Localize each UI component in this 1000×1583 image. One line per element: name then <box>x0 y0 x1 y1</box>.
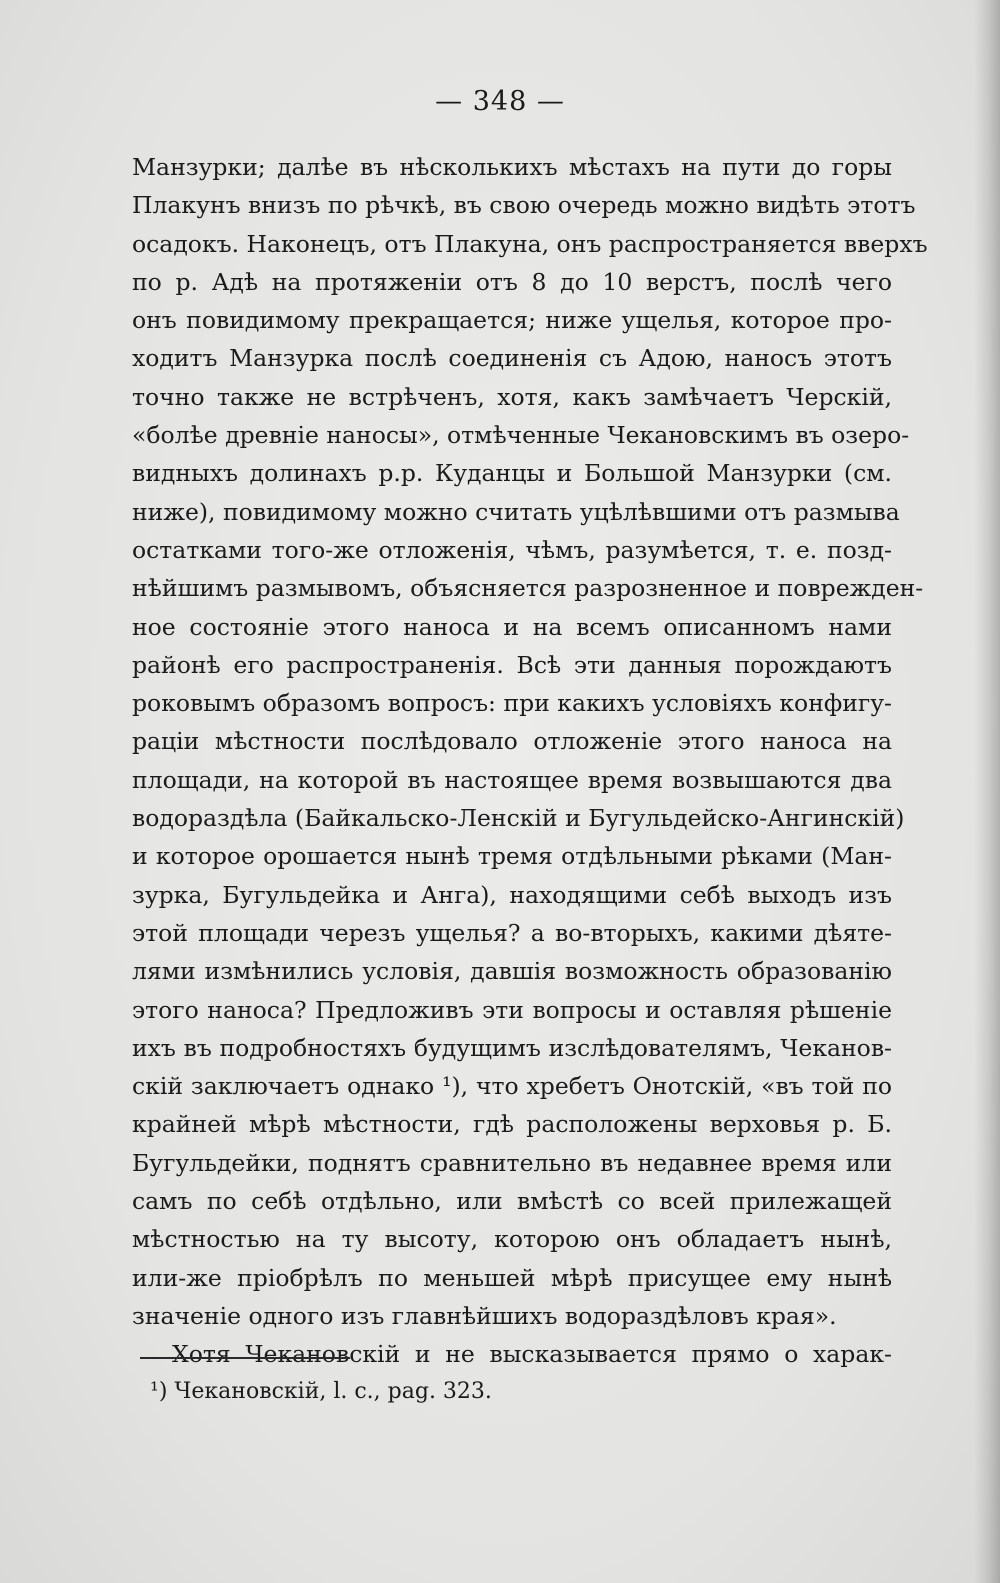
text-line: по р. Адѣ на протяженіи отъ 8 до 10 верстъ, послѣ чего <box>132 267 892 296</box>
text-line: нѣйшимъ размывомъ, объясняется разрозненное и поврежден- <box>132 574 924 603</box>
text-line: роковымъ образомъ вопросъ: при какихъ условіяхъ конфигу- <box>132 689 892 718</box>
page-edge-shadow <box>974 0 1000 1583</box>
text-line: этой площади черезъ ущелья? а во-вторыхъ, какими дѣяте- <box>132 918 892 947</box>
text-line: «болѣе древніе наносы», отмѣченные Чекановскимъ въ озеро- <box>132 421 910 450</box>
text-line: этого наноса? Предложивъ эти вопросы и оставляя рѣшеніе <box>132 995 892 1024</box>
text-line: Бугульдейки, поднятъ сравнительно въ недавнее время или <box>132 1148 892 1177</box>
text-line: ное состояніе этого наноса и на всемъ описанномъ нами <box>132 612 892 641</box>
text-line: онъ повидимому прекращается; ниже ущелья, которое про- <box>132 306 892 335</box>
text-line: ихъ въ подробностяхъ будущимъ изслѣдователямъ, Чеканов- <box>132 1033 892 1062</box>
text-line: раціи мѣстности послѣдовало отложеніе этого наноса на <box>132 727 892 756</box>
footnote-divider <box>140 1357 350 1359</box>
text-line: водораздѣла (Байкальско-Ленскій и Бугульдейско-Ангинскій) <box>132 804 905 833</box>
footnote: ¹) Чекановскій, l. c., pag. 323. <box>150 1379 492 1404</box>
text-line: осадокъ. Наконецъ, отъ Плакуна, онъ распространяется вверхъ <box>132 229 928 258</box>
text-line: точно также не встрѣченъ, хотя, какъ замѣчаетъ Черскій, <box>132 382 892 411</box>
text-line: площади, на которой въ настоящее время возвышаются два <box>132 765 892 794</box>
text-line: лями измѣнились условія, давшія возможность образованію <box>132 957 892 986</box>
text-line: Хотя Чекановскій и не высказывается прямо о харак- <box>172 1340 892 1369</box>
text-line: Манзурки; далѣе въ нѣсколькихъ мѣстахъ на пути до горы <box>132 153 892 181</box>
text-line: значеніе одного изъ главнѣйшихъ водораздѣловъ края». <box>132 1301 837 1330</box>
text-line: или-же пріобрѣлъ по меньшей мѣрѣ присущее ему нынѣ <box>132 1263 892 1292</box>
text-line: видныхъ долинахъ р.р. Куданцы и Большой Манзурки (см. <box>132 459 892 488</box>
text-line: остатками того-же отложенія, чѣмъ, разумѣется, т. е. позд- <box>132 535 892 564</box>
page-number: — 348 — <box>435 86 565 117</box>
text-line: крайней мѣрѣ мѣстности, гдѣ расположены верховья р. Б. <box>132 1110 892 1139</box>
text-line: скій заключаетъ однако ¹), что хребетъ Онотскій, «въ той по <box>132 1072 892 1101</box>
text-line: зурка, Бугульдейка и Анга), находящими себѣ выходъ изъ <box>132 880 892 909</box>
text-line: районѣ его распространенія. Всѣ эти данныя порождаютъ <box>132 650 892 679</box>
text-line: ниже), повидимому можно считать уцѣлѣвшими отъ размыва <box>132 497 900 526</box>
text-line: ходитъ Манзурка послѣ соединенія съ Адою, наносъ этотъ <box>132 344 892 373</box>
text-line: и которое орошается нынѣ тремя отдѣльными рѣками (Ман- <box>132 842 892 871</box>
text-line: Плакунъ внизъ по рѣчкѣ, въ свою очередь можно видѣть этотъ <box>132 191 916 220</box>
text-line: самъ по себѣ отдѣльно, или вмѣстѣ со всей прилежащей <box>132 1187 892 1216</box>
text-line: мѣстностью на ту высоту, которою онъ обладаетъ нынѣ, <box>132 1225 892 1254</box>
body-text <box>132 148 928 1374</box>
